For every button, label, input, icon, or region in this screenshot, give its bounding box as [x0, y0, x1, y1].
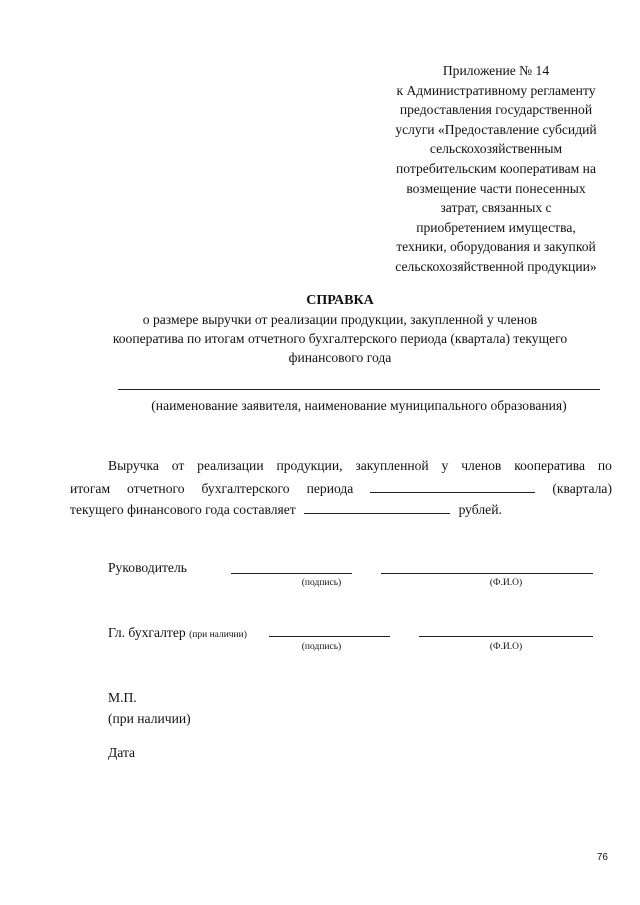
paragraph-line-2: [70, 480, 612, 497]
document-title: [60, 291, 620, 367]
appendix-header: [376, 61, 616, 277]
word: закупленной: [355, 458, 429, 473]
word: периода: [306, 481, 354, 496]
title-main: СПРАВКА: [306, 293, 374, 308]
head-name-field[interactable]: [381, 573, 593, 574]
word: (квартала): [552, 481, 612, 496]
word: у: [441, 458, 449, 473]
paragraph-line-3: [70, 501, 612, 518]
paragraph-text: текущего финансового года составляет: [70, 502, 296, 517]
word: по: [597, 458, 612, 473]
period-blank-field[interactable]: [370, 480, 535, 493]
amount-blank-field[interactable]: [304, 501, 450, 514]
head-signature-field[interactable]: [231, 573, 352, 574]
appendix-line: возмещение части понесенных: [406, 180, 586, 196]
paragraph-text: рублей.: [458, 502, 502, 517]
word: бухгалтерского: [201, 481, 290, 496]
stamp-note: (при наличии): [108, 711, 191, 726]
head-label: Руководитель: [108, 560, 187, 575]
word: реализации: [197, 458, 264, 473]
accountant-label-group: [108, 625, 247, 641]
head-signature-caption: (подпись): [301, 578, 342, 588]
word: итогам: [70, 481, 111, 496]
appendix-line: сельскохозяйственным: [429, 141, 563, 157]
appendix-line: техники, оборудования и закупкой: [396, 239, 596, 255]
page-number: 76: [596, 852, 608, 863]
appendix-line: предоставления государственной: [399, 102, 593, 118]
appendix-line: Приложение № 14: [442, 63, 550, 78]
title-subline: кооператива по итогам отчетного бухгалтерского периода (квартала) текущего: [112, 331, 568, 346]
paragraph-line-1: [108, 458, 612, 474]
accountant-signature-field[interactable]: [269, 636, 390, 637]
date-label: Дата: [108, 745, 136, 760]
word: кооператива: [514, 458, 586, 473]
accountant-name-field[interactable]: [419, 636, 593, 637]
word: от: [171, 458, 185, 473]
title-subline: финансового года: [288, 350, 392, 365]
appendix-line: сельскохозяйственной продукции»: [395, 258, 597, 274]
appendix-line: к Административному регламенту: [396, 82, 596, 98]
accountant-signature-caption: (подпись): [301, 642, 342, 652]
appendix-line: услуги «Предоставление субсидий: [395, 121, 597, 137]
accountant-name-caption: (Ф.И.О): [489, 642, 523, 652]
appendix-line: потребительским кооперативам на: [396, 160, 596, 176]
word: отчетного: [127, 481, 185, 496]
title-subline: о размере выручки от реализации продукции, закупленной у членов: [142, 312, 538, 327]
appendix-line: приобретением имущества,: [416, 219, 576, 235]
head-name-caption: (Ф.И.О): [489, 578, 523, 588]
word: Выручка: [108, 458, 159, 473]
applicant-caption: (наименование заявителя, наименование муниципального образования): [151, 398, 567, 413]
accountant-note: (при наличии): [189, 630, 247, 640]
word: продукции,: [276, 458, 343, 473]
appendix-line: затрат, связанных с: [440, 200, 552, 216]
accountant-label: Гл. бухгалтер: [108, 625, 186, 640]
applicant-name-field[interactable]: [118, 389, 600, 390]
stamp-label: М.П.: [108, 690, 137, 705]
word: членов: [461, 458, 502, 473]
